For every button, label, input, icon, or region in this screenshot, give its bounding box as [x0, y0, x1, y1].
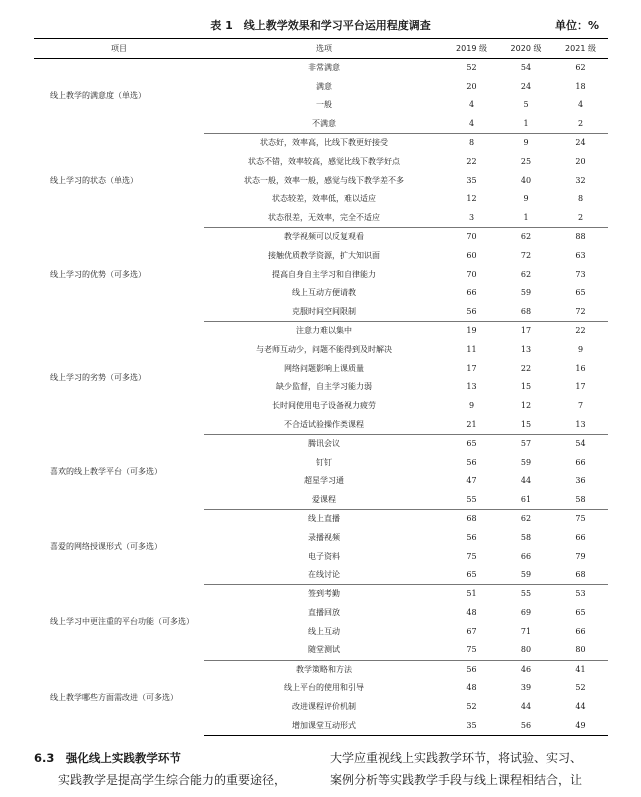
- value-2021-cell: 65: [575, 288, 586, 298]
- value-2021-cell: 88: [575, 232, 586, 242]
- value-2019-cell: 70: [466, 269, 477, 279]
- value-2021-cell: 20: [575, 156, 586, 166]
- option-cell: 接触优质教学资源，扩大知识面: [268, 250, 380, 260]
- value-2021-cell: 62: [575, 63, 586, 73]
- value-2020-cell: 13: [520, 344, 532, 354]
- value-2021-cell: 75: [575, 514, 586, 524]
- option-cell: 钉钉: [316, 457, 332, 467]
- value-2019-cell: 22: [466, 156, 477, 166]
- value-2020-cell: 44: [520, 701, 532, 711]
- value-2020-cell: 59: [499, 566, 553, 585]
- value-2021-cell: 49: [553, 716, 608, 735]
- paragraph-line: 大学应重视线上实践教学环节，将试验、实习、: [330, 751, 583, 765]
- value-2020-cell: 15: [499, 416, 553, 435]
- value-2021-cell: 16: [575, 363, 586, 373]
- option-cell: 爱课程: [204, 491, 444, 510]
- value-2019-cell: 75: [444, 641, 499, 660]
- value-2020-cell: 17: [520, 326, 532, 336]
- value-2021-cell: 72: [553, 303, 608, 322]
- value-2019-cell: 17: [466, 363, 477, 373]
- value-2019-cell: 21: [444, 416, 499, 435]
- option-cell: 线上直播: [308, 514, 340, 524]
- item-cell: 线上学习的劣势（可多选）: [50, 373, 146, 383]
- value-2020-cell: 57: [520, 439, 532, 449]
- value-2021-cell: 41: [575, 664, 586, 674]
- value-2021-cell: 13: [553, 416, 608, 435]
- option-cell: 注意力难以集中: [296, 326, 352, 336]
- table-unit: 单位：%: [554, 19, 599, 32]
- value-2020-cell: 12: [520, 401, 532, 411]
- option-cell: 克服时间空间限制: [204, 303, 444, 322]
- value-2021-cell: 8: [577, 194, 584, 204]
- option-cell: 状态不错，效率较高，感觉比线下教学好点: [248, 156, 400, 166]
- value-2021-cell: 2: [553, 209, 608, 228]
- value-2020-cell: 1: [499, 209, 553, 228]
- value-2021-cell: 66: [575, 626, 586, 636]
- value-2019-cell: 68: [466, 514, 477, 524]
- option-cell: 线上平台的使用和引导: [284, 683, 364, 693]
- table-row: [34, 322, 608, 341]
- value-2020-cell: 40: [520, 175, 532, 185]
- value-2019-cell: 55: [444, 491, 499, 510]
- item-cell: 线上教学哪些方面需改进（可多选）: [50, 692, 178, 702]
- value-2019-cell: 56: [466, 664, 477, 674]
- value-2020-cell: 44: [520, 476, 532, 486]
- section-heading: 6.3 强化线上实践教学环节: [34, 751, 181, 765]
- option-cell: 教学策略和方法: [296, 664, 352, 674]
- value-2019-cell: 4: [468, 100, 475, 110]
- value-2021-cell: 44: [575, 701, 586, 711]
- option-cell: 状态很差，无效率，完全不适应: [204, 209, 444, 228]
- value-2019-cell: 48: [466, 608, 477, 617]
- table-row: [34, 228, 608, 247]
- value-2021-cell: 79: [575, 551, 586, 561]
- value-2019-cell: 48: [466, 683, 477, 693]
- item-cell: 喜欢的线上教学平台（可多选）: [50, 467, 162, 477]
- value-2019-cell: 8: [468, 138, 475, 148]
- value-2021-cell: 66: [575, 457, 586, 467]
- option-cell: 电子资料: [308, 551, 340, 561]
- item-cell: 喜爱的网络授课形式（可多选）: [50, 542, 162, 552]
- value-2019-cell: 56: [466, 532, 477, 542]
- value-2021-cell: 24: [575, 138, 586, 148]
- value-2021-cell: 80: [553, 641, 608, 660]
- value-2020-cell: 25: [520, 156, 532, 166]
- table-row: [34, 510, 608, 529]
- value-2021-cell: 2: [553, 115, 608, 134]
- value-2019-cell: 19: [466, 326, 477, 336]
- value-2020-cell: 46: [520, 664, 532, 674]
- value-2019-cell: 35: [466, 175, 477, 185]
- table-row: [34, 434, 608, 453]
- option-cell: 一般: [316, 100, 332, 110]
- header-2019: 2019 级: [444, 39, 499, 59]
- value-2020-cell: 59: [520, 457, 532, 467]
- value-2019-cell: 9: [468, 401, 475, 411]
- value-2019-cell: 3: [444, 209, 499, 228]
- option-cell: 非常满意: [308, 63, 340, 73]
- value-2021-cell: 54: [575, 439, 586, 449]
- option-cell: 满意: [316, 81, 332, 91]
- value-2021-cell: 73: [575, 269, 586, 279]
- value-2020-cell: 59: [520, 288, 532, 298]
- value-2020-cell: 62: [520, 269, 532, 279]
- value-2021-cell: 22: [575, 326, 586, 336]
- table-row: [34, 660, 608, 679]
- option-cell: 签到考勤: [308, 589, 340, 599]
- value-2021-cell: 66: [575, 532, 586, 542]
- table-header: [34, 39, 608, 59]
- value-2021-cell: 18: [575, 81, 586, 91]
- table-caption: [0, 12, 641, 40]
- value-2020-cell: 24: [520, 81, 532, 91]
- value-2021-cell: 9: [577, 344, 584, 354]
- value-2020-cell: 61: [499, 491, 553, 510]
- value-2019-cell: 52: [466, 701, 477, 711]
- value-2020-cell: 62: [520, 514, 532, 524]
- option-cell: 线上互动: [308, 626, 340, 636]
- value-2021-cell: 32: [575, 175, 586, 185]
- value-2019-cell: 67: [466, 626, 477, 636]
- value-2019-cell: 47: [466, 476, 477, 486]
- option-cell: 线上互动方便请教: [292, 288, 356, 298]
- value-2020-cell: 80: [499, 641, 553, 660]
- value-2020-cell: 9: [523, 194, 529, 204]
- value-2021-cell: 52: [575, 683, 586, 693]
- value-2020-cell: 71: [520, 626, 532, 636]
- left-column: [34, 747, 319, 791]
- value-2019-cell: 65: [444, 566, 499, 585]
- paragraph-line: 实践教学是提高学生综合能力的重要途径，: [58, 773, 287, 787]
- table-row: [34, 59, 608, 78]
- value-2020-cell: 39: [520, 683, 532, 693]
- table-title: 表 1 线上教学效果和学习平台运用程度调查: [210, 19, 431, 32]
- value-2020-cell: 5: [523, 100, 529, 110]
- item-cell: 线上教学的满意度（单选）: [50, 91, 146, 101]
- value-2020-cell: 9: [523, 138, 529, 148]
- value-2019-cell: 20: [466, 81, 477, 91]
- value-2020-cell: 66: [520, 551, 532, 561]
- header-option: 选项: [204, 39, 444, 59]
- option-cell: 直播回放: [308, 608, 340, 617]
- right-column: [330, 747, 608, 791]
- value-2019-cell: 52: [466, 63, 477, 73]
- option-cell: 超星学习通: [304, 476, 344, 486]
- paragraph-line: 案例分析等实践教学手段与线上课程相结合，让: [330, 773, 583, 787]
- value-2021-cell: 53: [575, 589, 586, 599]
- value-2020-cell: 55: [520, 589, 532, 599]
- value-2020-cell: 58: [520, 532, 532, 542]
- value-2020-cell: 22: [520, 363, 532, 373]
- value-2019-cell: 75: [466, 551, 477, 561]
- value-2020-cell: 54: [520, 63, 532, 73]
- value-2021-cell: 65: [575, 608, 586, 617]
- value-2021-cell: 68: [553, 566, 608, 585]
- value-2020-cell: 69: [520, 608, 532, 617]
- value-2019-cell: 13: [466, 382, 477, 392]
- value-2019-cell: 56: [444, 303, 499, 322]
- value-2021-cell: 17: [575, 382, 586, 392]
- value-2020-cell: 1: [499, 115, 553, 134]
- value-2019-cell: 65: [466, 439, 477, 449]
- header-2021: 2021 级: [553, 39, 608, 59]
- item-cell: 线上学习的优势（可多选）: [50, 269, 146, 279]
- value-2020-cell: 15: [520, 382, 532, 392]
- option-cell: 与老师互动少，问题不能得到及时解决: [256, 344, 392, 354]
- header-item: 项目: [34, 39, 204, 59]
- option-cell: 录播视频: [308, 532, 340, 542]
- table-row: [34, 134, 608, 153]
- option-cell: 改进课程评价机制: [292, 701, 356, 711]
- value-2019-cell: 66: [466, 288, 477, 298]
- option-cell: 在线讨论: [204, 566, 444, 585]
- item-cell: 线上学习的状态（单选）: [50, 175, 138, 185]
- option-cell: 增加课堂互动形式: [204, 716, 444, 735]
- option-cell: 网络问题影响上课质量: [284, 363, 364, 373]
- value-2021-cell: 58: [553, 491, 608, 510]
- survey-table: [34, 38, 608, 736]
- option-cell: 缺少监督，自主学习能力弱: [276, 382, 372, 392]
- item-cell: 线上学习中更注重的平台功能（可多选）: [50, 617, 194, 627]
- option-cell: 不满意: [204, 115, 444, 134]
- value-2020-cell: 56: [499, 716, 553, 735]
- option-cell: 长时间使用电子设备视力疲劳: [272, 401, 376, 411]
- option-cell: 状态好，效率高，比线下教更好接受: [260, 138, 388, 148]
- value-2019-cell: 35: [444, 716, 499, 735]
- header-2020: 2020 级: [499, 39, 553, 59]
- value-2020-cell: 72: [520, 250, 532, 260]
- option-cell: 随堂测试: [204, 641, 444, 660]
- value-2021-cell: 36: [575, 476, 586, 486]
- option-cell: 状态较差，效率低，难以适应: [272, 194, 376, 204]
- value-2019-cell: 60: [466, 250, 477, 260]
- value-2019-cell: 70: [466, 232, 477, 242]
- option-cell: 教学视频可以反复观看: [284, 232, 364, 242]
- value-2019-cell: 11: [466, 344, 477, 354]
- value-2019-cell: 4: [444, 115, 499, 134]
- value-2019-cell: 51: [466, 589, 477, 599]
- table-body: [34, 59, 608, 736]
- value-2019-cell: 12: [466, 194, 477, 204]
- option-cell: 提高自身自主学习和自律能力: [272, 269, 376, 279]
- option-cell: 不合适试验操作类课程: [204, 416, 444, 435]
- option-cell: 腾讯会议: [308, 439, 340, 449]
- value-2020-cell: 62: [520, 232, 532, 242]
- value-2020-cell: 68: [499, 303, 553, 322]
- value-2021-cell: 7: [577, 401, 584, 411]
- value-2021-cell: 63: [575, 250, 586, 260]
- table-row: [34, 585, 608, 604]
- value-2019-cell: 56: [466, 457, 477, 467]
- value-2021-cell: 4: [577, 100, 584, 110]
- option-cell: 状态一般，效率一般，感觉与线下教学差不多: [244, 175, 404, 185]
